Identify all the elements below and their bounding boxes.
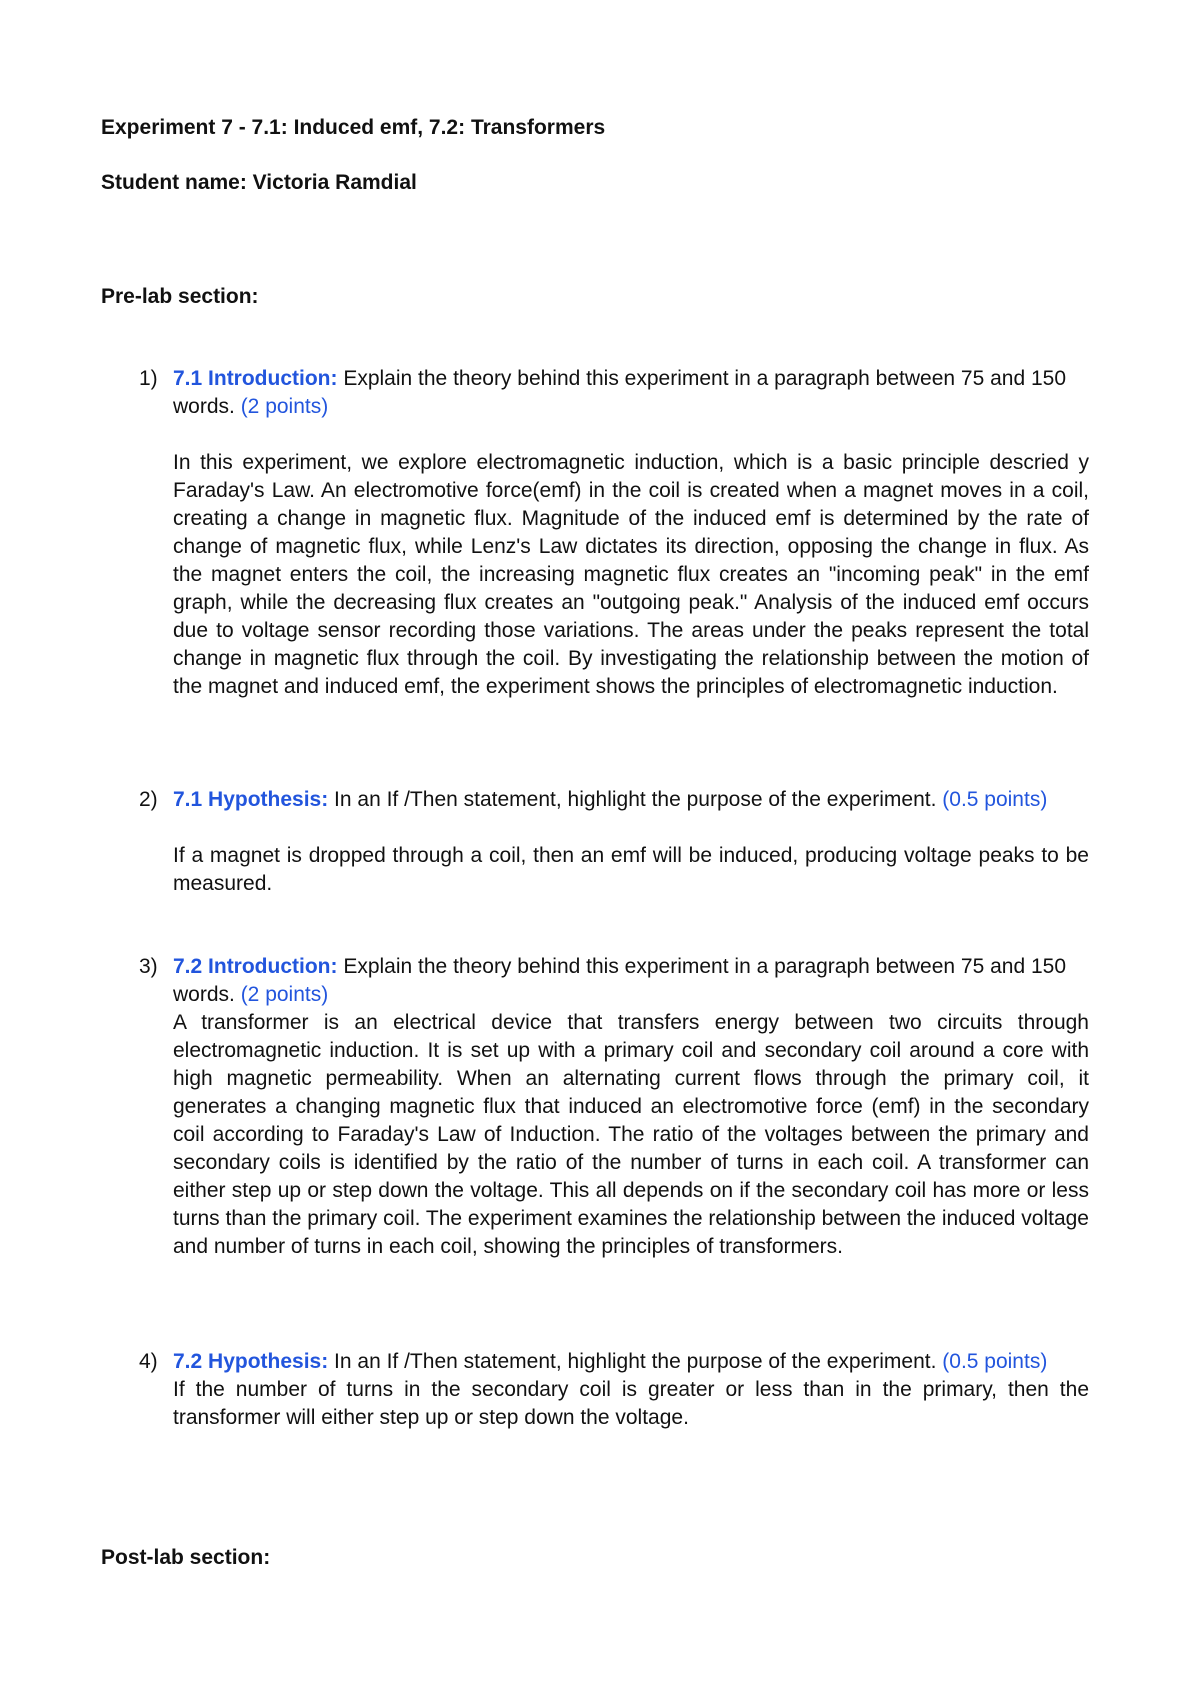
post-lab-heading: Post-lab section: [101, 1546, 271, 1569]
question-heading: 7.2 Introduction: [173, 955, 338, 978]
question-heading: 7.1 Introduction: [173, 367, 338, 390]
question-points: (2 points) [240, 395, 329, 418]
question-prompt-text: In an If /Then statement, highlight the purpose of the experiment. [328, 1350, 943, 1373]
answer-text: If a magnet is dropped through a coil, then an emf will be induced, producing voltage peaks to be measured. [173, 844, 1089, 895]
question-prompt-text: In an If /Then statement, highlight the purpose of the experiment. [328, 788, 943, 811]
question-body [173, 786, 1089, 898]
question-prompt-text: Explain the theory behind this experiment in a paragraph between 75 and 150 words. [173, 955, 1066, 1006]
question-number: 3) [139, 955, 158, 978]
question-points: (0.5 points) [942, 788, 1048, 811]
question-body [173, 365, 1089, 701]
student-name-line: Student name: Victoria Ramdial [101, 171, 417, 194]
question-number: 4) [139, 1350, 158, 1373]
answer-text: In this experiment, we explore electromagnetic induction, which is a basic principle descried y Faraday's Law. An electromotive force(emf) in the coil is created when a magnet moves in a coil, creating a change in magnetic flux. Magnitude of the induced emf is determined by the rate of change of magnetic flux, while Lenz's Law dictates its direction, opposing the change in flux. As the magnet enters the coil, the increasing magnetic flux creates an "incoming peak" in the emf graph, while the decreasing flux creates an "outgoing peak." Analysis of the induced emf occurs due to voltage sensor recording those variations. The areas under the peaks represent the total change in magnetic flux through the coil. By investigating the relationship between the motion of the magnet and induced emf, the experiment shows the principles of electromagnetic induction. [173, 451, 1089, 698]
document-title: Experiment 7 - 7.1: Induced emf, 7.2: Transformers [101, 116, 606, 139]
answer-text: If the number of turns in the secondary coil is greater or less than in the primary, then the transformer will either step up or step down the voltage. [173, 1378, 1089, 1429]
question-prompt [173, 365, 1089, 421]
question-heading: 7.1 Hypothesis: [173, 788, 329, 811]
question-points: (0.5 points) [942, 1350, 1048, 1373]
question-prompt [173, 786, 1089, 814]
question-body [173, 953, 1089, 1261]
question-prompt [173, 953, 1089, 1009]
pre-lab-heading: Pre-lab section: [101, 285, 259, 308]
question-prompt [173, 1348, 1089, 1376]
question-points: (2 points) [240, 983, 329, 1006]
question-number: 1) [139, 367, 158, 390]
question-prompt-text: Explain the theory behind this experiment in a paragraph between 75 and 150 words. [173, 367, 1066, 418]
answer-text: A transformer is an electrical device that transfers energy between two circuits through electromagnetic induction. It is set up with a primary coil and secondary coil around a core with high magnetic permeability. When an alternating current flows through the primary coil, it generates a changing magnetic flux that induced an electromotive force (emf) in the secondary coil according to Faraday's Law of Induction. The ratio of the voltages between the primary and secondary coils is identified by the ratio of the number of turns in each coil. A transformer can either step up or step down the voltage. This all depends on if the secondary coil has more or less turns than the primary coil. The experiment examines the relationship between the induced voltage and number of turns in each coil, showing the principles of transformers. [173, 1011, 1089, 1258]
question-body [173, 1348, 1089, 1432]
question-heading: 7.2 Hypothesis: [173, 1350, 329, 1373]
question-number: 2) [139, 788, 158, 811]
